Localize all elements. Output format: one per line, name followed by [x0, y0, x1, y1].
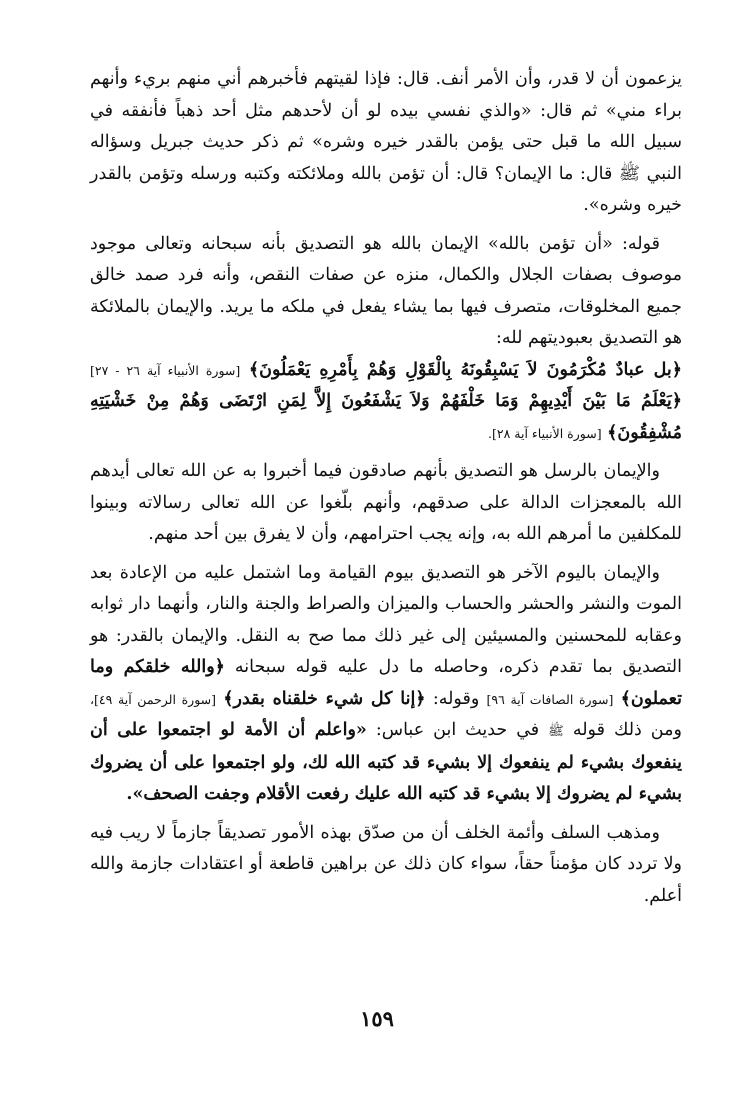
quran-verse-saffat-96: ﴿والله خلقكم وما تعملون﴾	[90, 657, 682, 709]
page-body	[90, 64, 682, 912]
surah-reference: [سورة الصافات آية ٩٦]	[486, 691, 614, 707]
paragraph-angels-verse	[90, 355, 682, 450]
hadith-ibn-abbas: «واعلم أن الأمة لو اجتمعوا على أن ينفعوك بشيء لم ينفعوك إلا بشيء قد كتبه الله لك، ولو اجتمعوا على أن يضروك بشيء لم يضروك إلا بشيء قد كتبه الله عليك رفعت الأقلام وجفت الصحف».	[90, 720, 682, 804]
surah-reference: [سورة الأنبياء آية ٢٦ - ٢٧]	[90, 362, 241, 378]
connector-text: وقوله:	[432, 688, 480, 709]
last-day-text: والإيمان باليوم الآخر هو التصديق بيوم القيامة وما اشتمل عليه من الإعادة بعد الموت والنشر والحشر والحساب والميزان والصراط والجنة والنار، وأنهما دار ثوابه وعقابه للمحسنين والمسيئين إلى غير ذلك مما صح به النقل. والإيمان بالقدر: هو التصديق بما تقدم ذكره، وحاصله ما دل عليه قوله سبحانه	[90, 562, 682, 677]
quran-verse-rahman-49: ﴿إنا كل شيء خلقناه بقدر﴾	[223, 688, 426, 709]
paragraph-salaf-doctrine: ومذهب السلف وأئمة الخلف أن من صدّق بهذه الأمور تصديقاً جازماً لا ريب فيه ولا تردد كان مؤمناً حقاً، سواء كان ذلك عن براهين قاطعة أو اعتقادات جازمة والله أعلم.	[90, 822, 682, 906]
quran-verse-anbiya-28: ﴿يَعْلَمُ مَا بَيْنَ أَيْدِيهِمْ وَمَا خَلْفَهُمْ وَلاَ يَشْفَعُونَ إِلاَّ لِمَنِ ارْتَضَى وَهُمْ مِنْ خَشْيَتِهِ مُشْفِقُونَ﴾	[90, 391, 682, 443]
paragraph-faith-in-messengers: والإيمان بالرسل هو التصديق بأنهم صادقون فيما أخبروا به عن الله تعالى أيدهم الله بالمعجزات الدالة على صدقهم، وأنهم بلّغوا عن الله تعالى رسالاته وبينوا للمكلفين ما أمرهم الله به، وإنه يجب احترامهم، وأن لا يفرق بين أحد منهم.	[90, 461, 682, 544]
hadith-intro: ومن ذلك قوله	[572, 720, 682, 740]
paragraph-faith-in-last-day	[90, 558, 682, 811]
hadith-intro-ibn-abbas: في حديث ابن عباس:	[375, 720, 540, 740]
page-number: ١٥٩	[360, 1006, 394, 1031]
paragraph-hadith-qadar-deniers: يزعمون أن لا قدر، وأن الأمر أنف. قال: فإذا لقيتهم فأخبرهم أني منهم بريء وأنهم براء مني» ثم قال: «والذي نفسي بيده لو أن لأحدهم مثل أحد ذهباً فأنفقه في سبيل الله ما قبل حتى يؤمن بالقدر خيره وشره» ثم ذكر حديث جبريل وسؤاله النبي ﷺ قال: ما الإيمان؟ قال: أن تؤمن بالله وملائكته وكتبه ورسله وتؤمن بالقدر خيره وشره».	[90, 69, 682, 215]
surah-reference: [سورة الرحمن آية ٤٩]،	[90, 691, 216, 707]
surah-reference: [سورة الأنبياء آية ٢٨].	[488, 425, 602, 441]
pbuh-symbol: ﷺ	[548, 724, 564, 739]
quran-verse-anbiya-26-27: ﴿بل عبادٌ مُكْرَمُونَ لاَ يَسْبِقُونَهُ بِالْقَوْلِ وَهُمْ بِأَمْرِهِ يَعْمَلُونَ﴾	[248, 359, 682, 380]
paragraph-faith-in-allah: قوله: «أن تؤمن بالله» الإيمان بالله هو التصديق بأنه سبحانه وتعالى موجود موصوف بصفات الجلال والكمال، منزه عن صفات النقص، وأنه فرد صمد خالق جميع المخلوقات، متصرف فيها بما يشاء يفعل في ملكه ما يريد. والإيمان بالملائكة هو التصديق بعبوديتهم لله:	[90, 233, 682, 348]
